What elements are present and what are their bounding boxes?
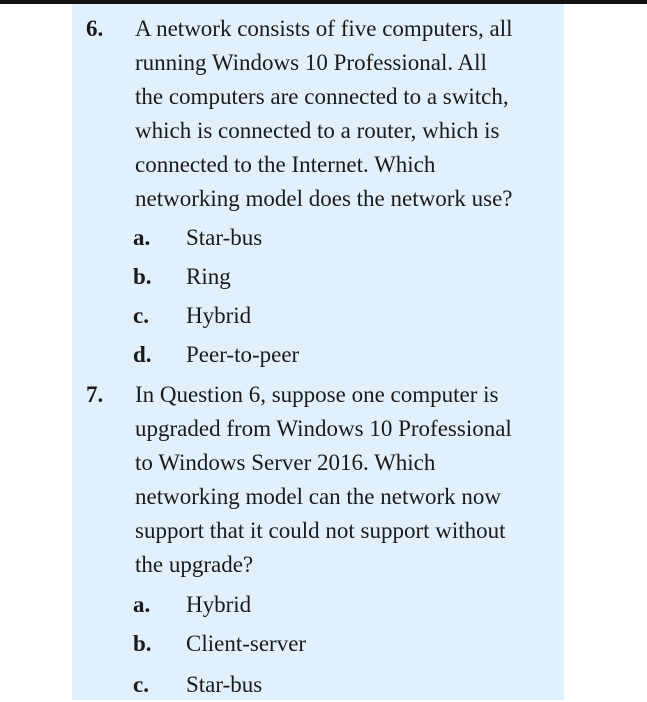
option-6b bbox=[72, 260, 564, 294]
question-line: to Windows Server 2016. Which bbox=[135, 450, 436, 475]
option-letter: a. bbox=[133, 592, 151, 617]
question-number: 7. bbox=[86, 382, 104, 407]
option-6c bbox=[72, 299, 564, 333]
option-letter: a. bbox=[133, 225, 151, 250]
option-text: Star-bus bbox=[186, 225, 263, 250]
option-6d bbox=[72, 338, 564, 372]
question-line: A network consists of five computers, all bbox=[135, 16, 513, 41]
question-line: the upgrade? bbox=[135, 552, 254, 577]
question-text bbox=[135, 378, 555, 582]
question-line: the computers are connected to a switch, bbox=[135, 84, 509, 109]
option-letter: b. bbox=[133, 631, 152, 656]
option-text: Client-server bbox=[186, 631, 307, 656]
question-text bbox=[135, 12, 555, 216]
option-7c bbox=[72, 668, 564, 702]
option-text: Ring bbox=[186, 264, 231, 289]
option-text: Hybrid bbox=[186, 303, 252, 328]
question-line: In Question 6, suppose one computer is bbox=[135, 382, 499, 407]
question-line: running Windows 10 Professional. All bbox=[135, 50, 487, 75]
option-6a bbox=[72, 221, 564, 255]
question-line: upgraded from Windows 10 Professional bbox=[135, 416, 512, 441]
option-letter: c. bbox=[133, 303, 149, 328]
option-7b bbox=[72, 627, 564, 661]
option-text: Hybrid bbox=[186, 592, 252, 617]
question-line: support that it could not support without bbox=[135, 518, 506, 543]
option-letter: c. bbox=[133, 672, 149, 697]
question-line: networking model does the network use? bbox=[135, 186, 513, 211]
option-letter: b. bbox=[133, 264, 152, 289]
question-line: connected to the Internet. Which bbox=[135, 152, 436, 177]
option-text: Peer-to-peer bbox=[186, 342, 300, 367]
option-7a bbox=[72, 588, 564, 622]
question-line: which is connected to a router, which is bbox=[135, 118, 500, 143]
option-text: Star-bus bbox=[186, 672, 263, 697]
option-letter: d. bbox=[133, 342, 152, 367]
question-panel bbox=[72, 4, 564, 700]
question-number: 6. bbox=[86, 16, 104, 41]
question-line: networking model can the network now bbox=[135, 484, 501, 509]
